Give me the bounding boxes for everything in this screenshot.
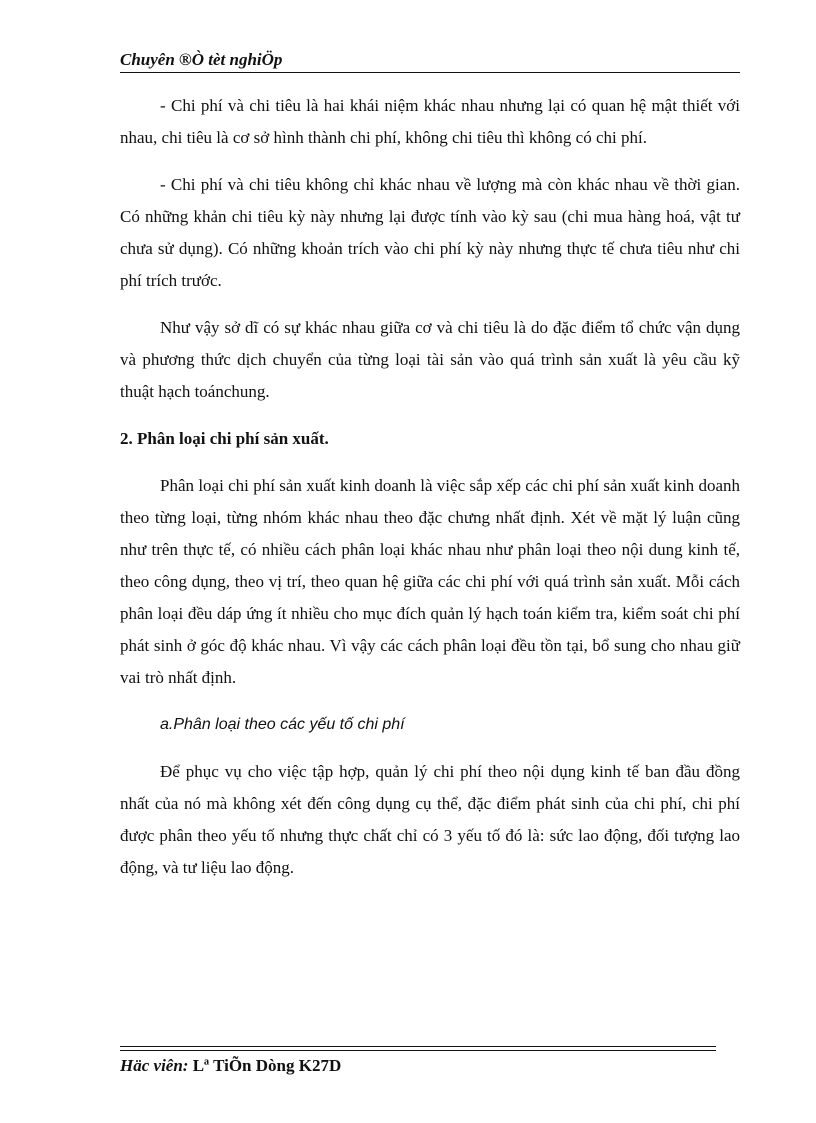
header-title: Chuyên ®Ò tèt nghiÖp — [120, 50, 283, 69]
page-footer — [120, 1055, 740, 1077]
paragraph-4: Phân loại chi phí sản xuất kinh doanh là việc sắp xếp các chi phí sản xuất kinh doanh theo từng loại, từng nhóm khác nhau theo đặc chưng nhất định. Xét về mặt lý luận cũng như trên thực tế, có nhiều cách phân loại khác nhau như phân loại theo nội dung kinh tế, theo công dụng, theo vị trí, theo quan hệ giữa các chi phí với quá trình sản xuất. Mỗi cách phân loại đều dáp ứng ít nhiều cho mục đích quản lý hạch toán kiểm tra, kiểm soát chi phí phát sinh ở góc độ khác nhau. Vì vậy các cách phân loại đều tồn tại, bổ sung cho nhau giữ vai trò nhất định. — [120, 476, 740, 687]
section-heading: 2. Phân loại chi phí sản xuất. — [120, 429, 329, 448]
footer-label: Häc viên: — [120, 1056, 189, 1075]
footer-name: Lª TiÕn Dòng K27D — [188, 1056, 342, 1075]
paragraph-1: - Chi phí và chi tiêu là hai khái niệm khác nhau nhưng lại có quan hệ mật thiết với nhau, chi tiêu là cơ sở hình thành chi phí, không chi tiêu thì không có chi phí. — [120, 96, 740, 147]
footer-divider-double — [120, 1050, 716, 1051]
document-body — [120, 90, 740, 899]
paragraph-3: Như vậy sở dĩ có sự khác nhau giữa cơ và chi tiêu là do đặc điểm tổ chức vận dụng và phương thức dịch chuyển của từng loại tài sản vào quá trình sản xuất là yêu cầu kỹ thuật hạch toánchung. — [120, 318, 740, 401]
page-header — [120, 50, 740, 73]
sub-heading: a.Phân loại theo các yếu tố chi phí — [160, 716, 405, 733]
paragraph-2: - Chi phí và chi tiêu không chỉ khác nhau về lượng mà còn khác nhau về thời gian. Có những khản chi tiêu kỳ này nhưng lại được tính vào kỳ sau (chi mua hàng hoá, vật tư chưa sử dụng). Có những khoản trích vào chi phí kỳ này nhưng thực tế chưa tiêu như chi phí trích trước. — [120, 175, 740, 290]
footer-divider — [120, 1046, 716, 1047]
paragraph-5: Để phục vụ cho việc tập hợp, quản lý chi phí theo nội dụng kinh tế ban đầu đồng nhất của nó mà không xét đến công dụng cụ thể, đặc điểm phát sinh của chi phí, chi phí được phân theo yếu tố nhưng thực chất chỉ có 3 yếu tố đó là: sức lao động, đối tượng lao động, và tư liệu lao động. — [120, 762, 740, 877]
